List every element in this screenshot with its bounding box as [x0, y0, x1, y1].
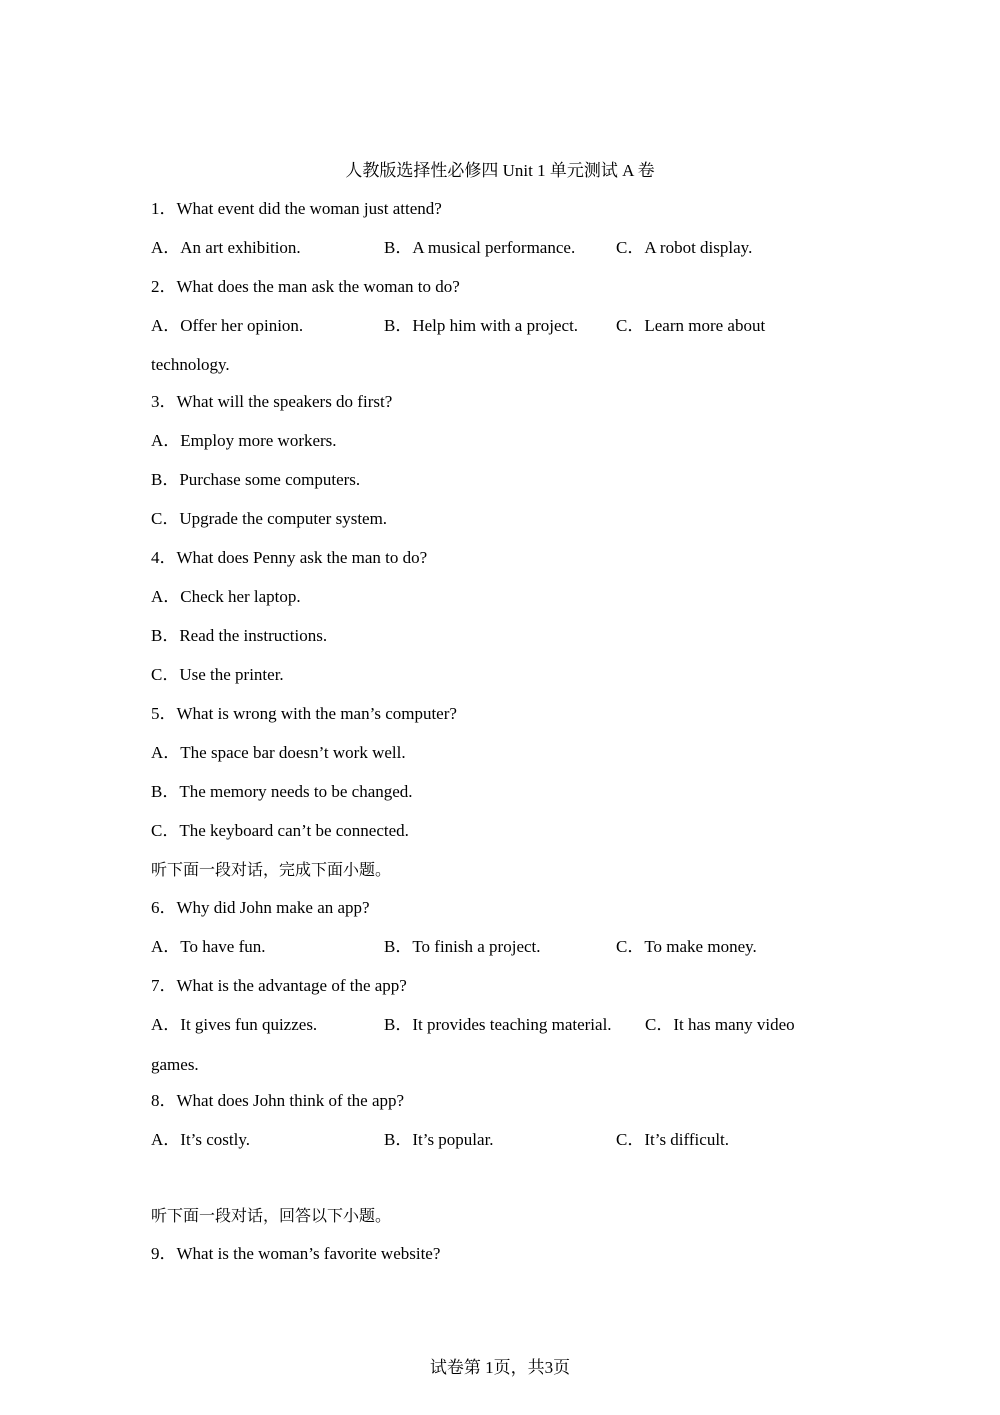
question-5-stem: 5．What is wrong with the man’s computer?: [151, 704, 457, 723]
question-5-option-a: A．The space bar doesn’t work well.: [151, 743, 406, 762]
question-8-option-c: C．It’s difficult.: [616, 1130, 730, 1149]
question-1-option-b: B．A musical performance.: [384, 238, 576, 257]
question-6-option-b: B．To finish a project.: [384, 937, 541, 956]
question-7-option-a: A．It gives fun quizzes.: [151, 1015, 318, 1034]
question-3-option-b: B．Purchase some computers.: [151, 470, 361, 489]
question-4-stem: 4．What does Penny ask the man to do?: [151, 548, 428, 567]
question-7-option-c: C．It has many video: [645, 1015, 795, 1034]
question-3-stem: 3．What will the speakers do first?: [151, 392, 393, 411]
question-2-stem: 2．What does the man ask the woman to do?: [151, 277, 460, 296]
question-3-option-c: C．Upgrade the computer system.: [151, 509, 388, 528]
question-1-stem: 1．What event did the woman just attend?: [151, 199, 442, 218]
question-6-option-c: C．To make money.: [616, 937, 757, 956]
question-7-stem: 7．What is the advantage of the app?: [151, 976, 407, 995]
question-4-option-a: A．Check her laptop.: [151, 587, 301, 606]
question-5-option-b: B．The memory needs to be changed.: [151, 782, 413, 801]
question-7-option-c-continued: games.: [151, 1055, 199, 1074]
question-1-option-a: A．An art exhibition.: [151, 238, 301, 257]
question-9-stem: 9．What is the woman’s favorite website?: [151, 1244, 441, 1263]
question-4-option-c: C．Use the printer.: [151, 665, 284, 684]
exam-title: 人教版选择性必修四 Unit 1 单元测试 A 卷: [345, 161, 655, 180]
question-8-option-a: A．It’s costly.: [151, 1130, 251, 1149]
question-8-option-b: B．It’s popular.: [384, 1130, 494, 1149]
question-8-stem: 8．What does John think of the app?: [151, 1091, 405, 1110]
question-3-option-a: A．Employ more workers.: [151, 431, 337, 450]
section-instruction-2: 听下面一段对话，回答以下小题。: [151, 1206, 392, 1225]
question-6-option-a: A．To have fun.: [151, 937, 266, 956]
question-5-option-c: C．The keyboard can’t be connected.: [151, 821, 409, 840]
question-1-option-c: C．A robot display.: [616, 238, 753, 257]
question-2-option-b: B．Help him with a project.: [384, 316, 579, 335]
section-instruction-1: 听下面一段对话，完成下面小题。: [151, 860, 392, 879]
question-2-option-c: C．Learn more about: [616, 316, 766, 335]
question-4-option-b: B．Read the instructions.: [151, 626, 328, 645]
question-2-option-c-continued: technology.: [151, 355, 230, 374]
question-2-option-a: A．Offer her opinion.: [151, 316, 304, 335]
question-7-option-b: B．It provides teaching material.: [384, 1015, 612, 1034]
page-footer: 试卷第 1页，共3页: [429, 1358, 571, 1377]
question-6-stem: 6．Why did John make an app?: [151, 898, 370, 917]
